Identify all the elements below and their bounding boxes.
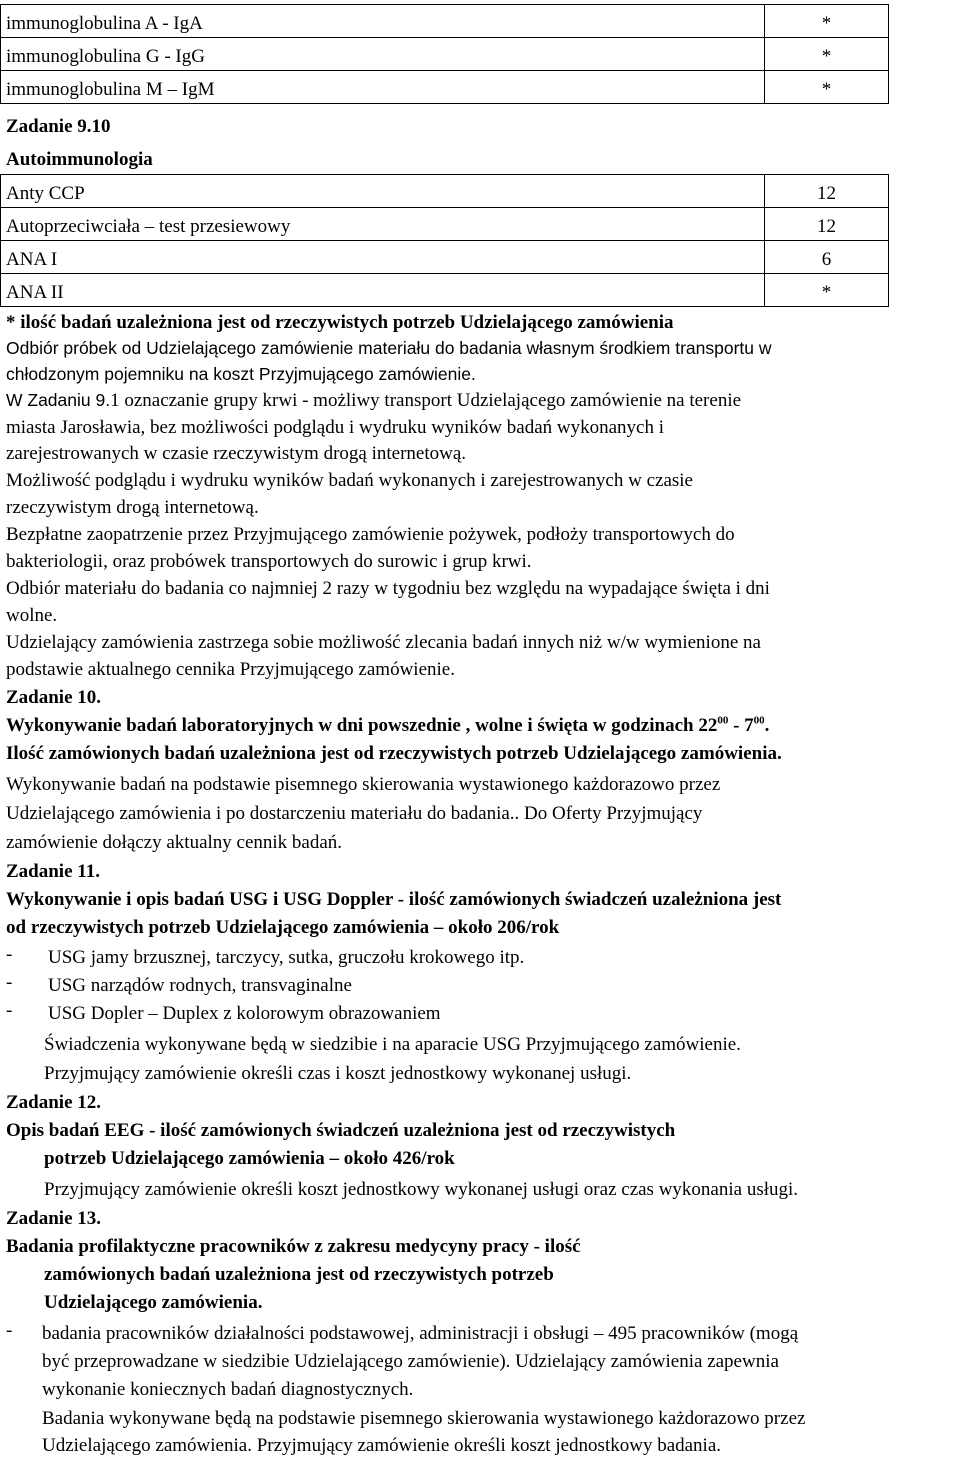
paragraph-line: rzeczywistym drogą internetową. <box>6 497 259 518</box>
zadanie-12-heading: Zadanie 12. <box>6 1092 102 1113</box>
zadanie-13-title: Udzielającego zamówienia. <box>44 1292 263 1313</box>
test-count: 12 <box>765 208 889 241</box>
paragraph-line: zarejestrowanych w czasie rzeczywistym drogą internetową. <box>6 443 467 464</box>
list-dash: - <box>6 1000 13 1021</box>
zadanie-12-title: potrzeb Udzielającego zamówienia – około 426/rok <box>44 1148 455 1169</box>
paragraph-line: Badania wykonywane będą na podstawie pisemnego skierowania wystawionego każdorazowo przez <box>42 1408 806 1429</box>
paragraph-line: Udzielającego zamówienia i po dostarczeniu materiału do badania.. Do Oferty Przyjmujący <box>6 803 703 824</box>
paragraph-line <box>6 387 741 414</box>
list-text: USG Dopler – Duplex z kolorowym obrazowaniem <box>48 1003 441 1024</box>
zadanie-10-hours <box>6 712 769 739</box>
list-item <box>0 972 960 999</box>
paragraph-line: Przyjmujący zamówienie określi czas i koszt jednostkowy wykonanej usługi. <box>44 1063 632 1084</box>
table-row <box>1 241 889 274</box>
paragraph-line: Świadczenia wykonywane będą w siedzibie i na aparacie USG Przyjmującego zamówienie. <box>44 1034 741 1055</box>
paragraph-line: Odbiór próbek od Udzielającego zamówienie materiału do badania własnym środkiem transportu w <box>6 338 772 358</box>
zadanie-13-title: Badania profilaktyczne pracowników z zakresu medycyny pracy - ilość <box>6 1236 581 1257</box>
paragraph-line: Udzielający zamówienia zastrzega sobie możliwość zlecania badań innych niż w/w wymienione na <box>6 632 761 653</box>
list-text: badania pracowników działalności podstawowej, administracji i obsługi – 495 pracowników (mogą <box>42 1323 799 1344</box>
autoimmunologia-subheading: Autoimmunologia <box>6 149 153 170</box>
paragraph-line: Odbiór materiału do badania co najmniej 2 razy w tygodniu bez względu na wypadające święta i dni <box>6 578 770 599</box>
zadanie-11-title: od rzeczywistych potrzeb Udzielającego zamówienia – około 206/rok <box>6 917 560 938</box>
autoimmunology-table <box>0 174 889 307</box>
list-text: USG jamy brzusznej, tarczycy, sutka, gruczołu krokowego itp. <box>48 947 525 968</box>
paragraph-line: Udzielającego zamówienia. Przyjmujący zamówienie określi koszt jednostkowy badania. <box>42 1435 722 1456</box>
test-count: * <box>765 274 889 307</box>
table-row <box>1 5 889 38</box>
list-dash: - <box>6 1320 13 1341</box>
test-count: * <box>765 71 889 104</box>
list-dash: - <box>6 972 13 993</box>
zadanie-13-title: zamówionych badań uzależniona jest od rzeczywistych potrzeb <box>44 1264 554 1285</box>
w-zadaniu-label: W Zadaniu 9. <box>6 390 111 410</box>
test-name: Autoprzeciwciała – test przesiewowy <box>1 208 765 241</box>
test-name: ANA II <box>1 274 765 307</box>
paragraph-line: miasta Jarosławia, bez możliwości podglądu i wydruku wyników badań wykonanych i <box>6 417 664 438</box>
zadanie-10-heading: Zadanie 10. <box>6 687 102 708</box>
test-count: * <box>765 38 889 71</box>
test-name: immunoglobulina G - IgG <box>1 38 765 71</box>
table-row <box>1 208 889 241</box>
hours-text: Wykonywanie badań laboratoryjnych w dni powszednie , wolne i święta w godzinach 22 <box>6 715 718 736</box>
table-row <box>1 175 889 208</box>
immunoglobulin-table <box>0 4 889 104</box>
test-count: * <box>765 5 889 38</box>
zadanie-9-10-heading: Zadanie 9.10 <box>6 116 111 137</box>
hours-sup: 00 <box>753 714 765 727</box>
test-name: immunoglobulina A - IgA <box>1 5 765 38</box>
test-count: 12 <box>765 175 889 208</box>
zadanie-11-heading: Zadanie 11. <box>6 861 100 882</box>
table-row <box>1 71 889 104</box>
zadanie-10-quantity: Ilość zamówionych badań uzależniona jest od rzeczywistych potrzeb Udzielającego zamówienia. <box>6 743 782 764</box>
test-name: immunoglobulina M – IgM <box>1 71 765 104</box>
paragraph-line: wolne. <box>6 605 58 626</box>
paragraph-line: bakteriologii, oraz probówek transportowych do surowic i grup krwi. <box>6 551 532 572</box>
paragraph-line: Wykonywanie badań na podstawie pisemnego skierowania wystawionego każdorazowo przez <box>6 774 721 795</box>
paragraph-line: być przeprowadzane w siedzibie Udzielającego zamówienie). Udzielający zamówienia zapewnia <box>42 1351 779 1372</box>
list-item <box>0 1320 960 1347</box>
paragraph-line: Możliwość podglądu i wydruku wyników badań wykonanych i zarejestrowanych w czasie <box>6 470 693 491</box>
paragraph-line: Przyjmujący zamówienie określi koszt jednostkowy wykonanej usługi oraz czas wykonania usługi. <box>44 1179 799 1200</box>
test-name: Anty CCP <box>1 175 765 208</box>
zadanie-12-title: Opis badań EEG - ilość zamówionych świadczeń uzależniona jest od rzeczywistych <box>6 1120 676 1141</box>
zadanie-11-title: Wykonywanie i opis badań USG i USG Doppler - ilość zamówionych świadczeń uzależniona jest <box>6 889 782 910</box>
footnote: * ilość badań uzależniona jest od rzeczywistych potrzeb Udzielającego zamówienia <box>6 312 674 333</box>
table-row <box>1 274 889 307</box>
paragraph-line: Bezpłatne zaopatrzenie przez Przyjmującego zamówienie pożywek, podłoży transportowych do <box>6 524 735 545</box>
hours-sup: 00 <box>717 714 729 727</box>
list-item <box>0 1000 960 1027</box>
list-item <box>0 944 960 971</box>
paragraph-line: zamówienie dołączy aktualny cennik badań. <box>6 832 343 853</box>
hours-text: - 7 <box>728 715 754 736</box>
list-dash: - <box>6 944 13 965</box>
paragraph-line: podstawie aktualnego cennika Przyjmującego zamówienie. <box>6 659 455 680</box>
blood-group-text: 1 oznaczanie grupy krwi - możliwy transport Udzielającego zamówienie na terenie <box>110 390 742 411</box>
list-text: USG narządów rodnych, transvaginalne <box>48 975 352 996</box>
test-count: 6 <box>765 241 889 274</box>
table-row <box>1 38 889 71</box>
paragraph-line: chłodzonym pojemniku na koszt Przyjmującego zamówienie. <box>6 364 476 384</box>
zadanie-13-heading: Zadanie 13. <box>6 1208 102 1229</box>
hours-text: . <box>764 715 770 736</box>
test-name: ANA I <box>1 241 765 274</box>
paragraph-line: wykonanie koniecznych badań diagnostycznych. <box>42 1379 414 1400</box>
